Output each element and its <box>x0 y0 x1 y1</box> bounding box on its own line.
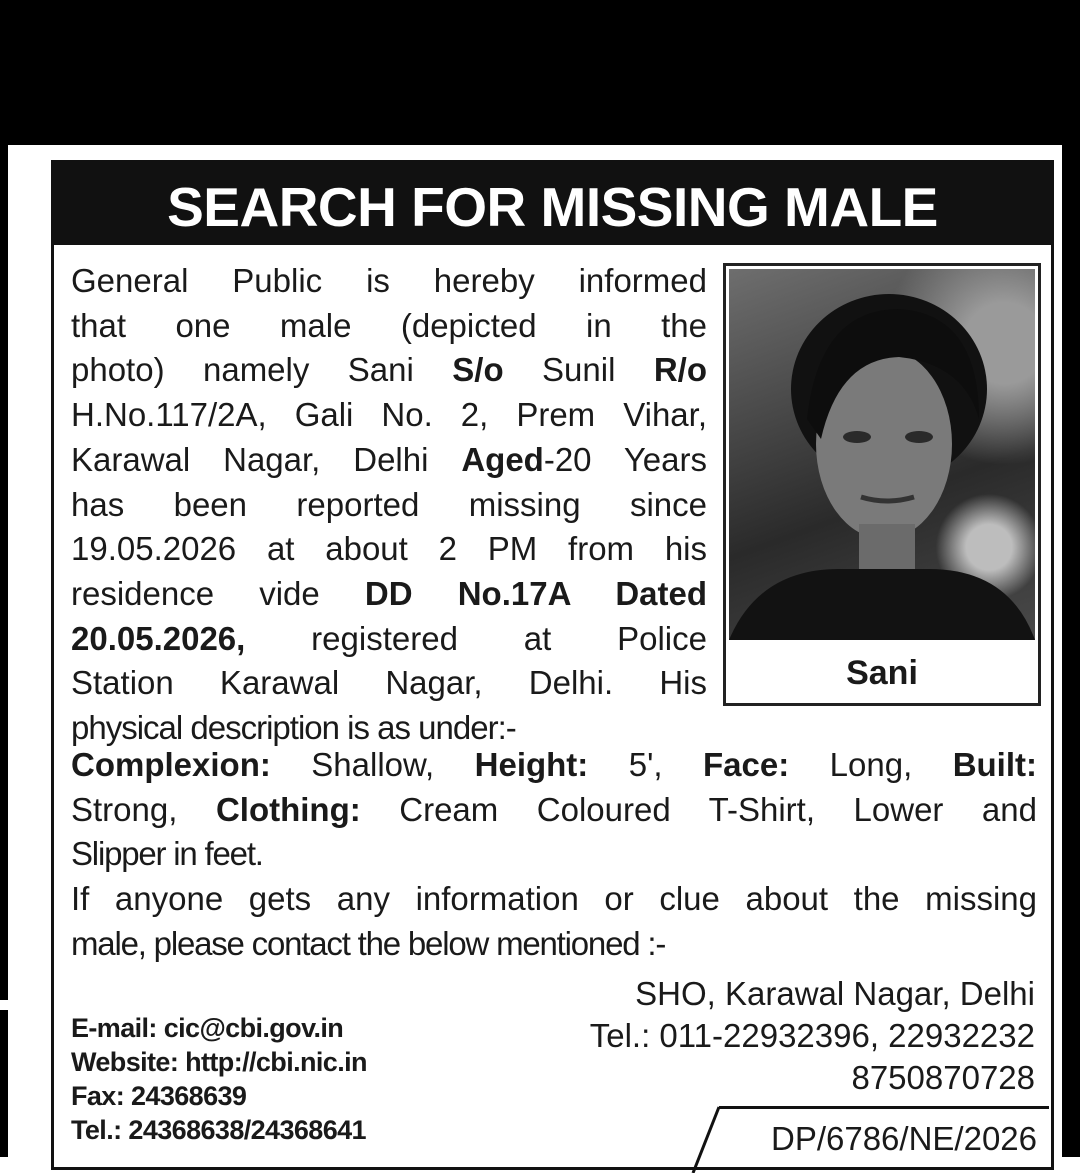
text-segment: Station Karawal Nagar, Delhi. His <box>71 664 707 702</box>
contact-website[interactable]: Website: http://cbi.nic.in <box>71 1047 367 1077</box>
text-line <box>71 393 707 438</box>
text-line <box>71 259 707 304</box>
bold-text: Clothing: <box>215 790 361 828</box>
text-line <box>71 832 1037 877</box>
right-edge-band <box>1062 145 1080 1157</box>
contact-police-tel: Tel.: 011-22932396, 22932232 <box>589 1017 1035 1054</box>
text-line <box>71 304 707 349</box>
text-segment: 5', <box>588 746 703 783</box>
bold-text: Complexion: <box>71 746 271 783</box>
left-edge-band <box>0 145 8 1000</box>
contact-cbi <box>71 1011 367 1147</box>
bold-text: Aged <box>461 440 544 478</box>
contact-email[interactable]: E-mail: cic@cbi.gov.in <box>71 1013 344 1043</box>
text-line: physical description is as under:- <box>71 709 516 747</box>
text-segment: male, please contact the below mentioned :- <box>71 924 666 962</box>
photo-caption: Sani <box>846 654 918 692</box>
text-segment: residence vide <box>71 574 365 612</box>
text-segment: Karawal Nagar, Delhi <box>71 440 462 478</box>
text-line <box>71 483 707 528</box>
text-line <box>71 877 1037 922</box>
text-segment: If anyone gets any information or clue about the missing <box>71 880 1037 918</box>
text-segment: Slipper in feet. <box>71 835 263 873</box>
bold-text: S/o <box>452 351 504 389</box>
text-line <box>71 572 707 617</box>
missing-person-photo <box>729 269 1035 640</box>
contact-tel: Tel.: 24368638/24368641 <box>71 1115 366 1145</box>
contact-officer: SHO, Karawal Nagar, Delhi <box>635 975 1035 1012</box>
text-line <box>71 527 707 572</box>
bold-text: 20.05.2026, <box>71 619 246 657</box>
text-segment: Shallow, <box>270 746 475 783</box>
notice-heading: SEARCH FOR MISSING MALE <box>54 163 1051 245</box>
text-segment: -20 Years <box>543 440 707 478</box>
contact-police-mobile: 8750870728 <box>851 1059 1035 1096</box>
text-segment: Sunil <box>503 351 654 389</box>
photo-frame <box>723 263 1041 706</box>
text-line <box>71 617 707 662</box>
contact-fax: Fax: 24368639 <box>71 1081 247 1111</box>
bold-text: DD No.17A Dated <box>364 574 707 612</box>
reference-number: DP/6786/NE/2026 <box>719 1106 1049 1166</box>
text-segment: 19.05.2026 at about 2 PM from his <box>71 530 707 568</box>
missing-person-notice <box>51 160 1054 1170</box>
bold-text: Built: <box>952 746 1037 783</box>
text-segment: Cream Coloured T-Shirt, Lower and <box>360 790 1037 828</box>
bold-text: Face: <box>703 746 790 783</box>
bold-text: R/o <box>653 351 707 389</box>
contact-police <box>590 973 1035 1099</box>
text-line <box>71 743 1037 788</box>
text-line <box>71 348 707 393</box>
text-segment: Strong, <box>71 790 216 828</box>
text-segment: has been reported missing since <box>71 485 707 523</box>
text-line <box>71 788 1037 833</box>
text-segment: that one male (depicted in the <box>71 306 707 344</box>
bold-text: Height: <box>474 746 589 783</box>
text-segment: photo) namely Sani <box>71 351 453 389</box>
physical-description <box>71 743 1037 967</box>
notice-body <box>71 259 707 751</box>
text-line <box>71 661 707 706</box>
text-segment: H.No.117/2A, Gali No. 2, Prem Vihar, <box>71 396 707 434</box>
text-line <box>71 922 1037 967</box>
top-black-band <box>0 0 1080 145</box>
left-edge-band-lower <box>0 1010 8 1157</box>
text-line <box>71 438 707 483</box>
text-segment: registered at Police <box>245 619 707 657</box>
text-segment: General Public is hereby informed <box>71 262 707 299</box>
text-segment: Long, <box>789 746 953 783</box>
